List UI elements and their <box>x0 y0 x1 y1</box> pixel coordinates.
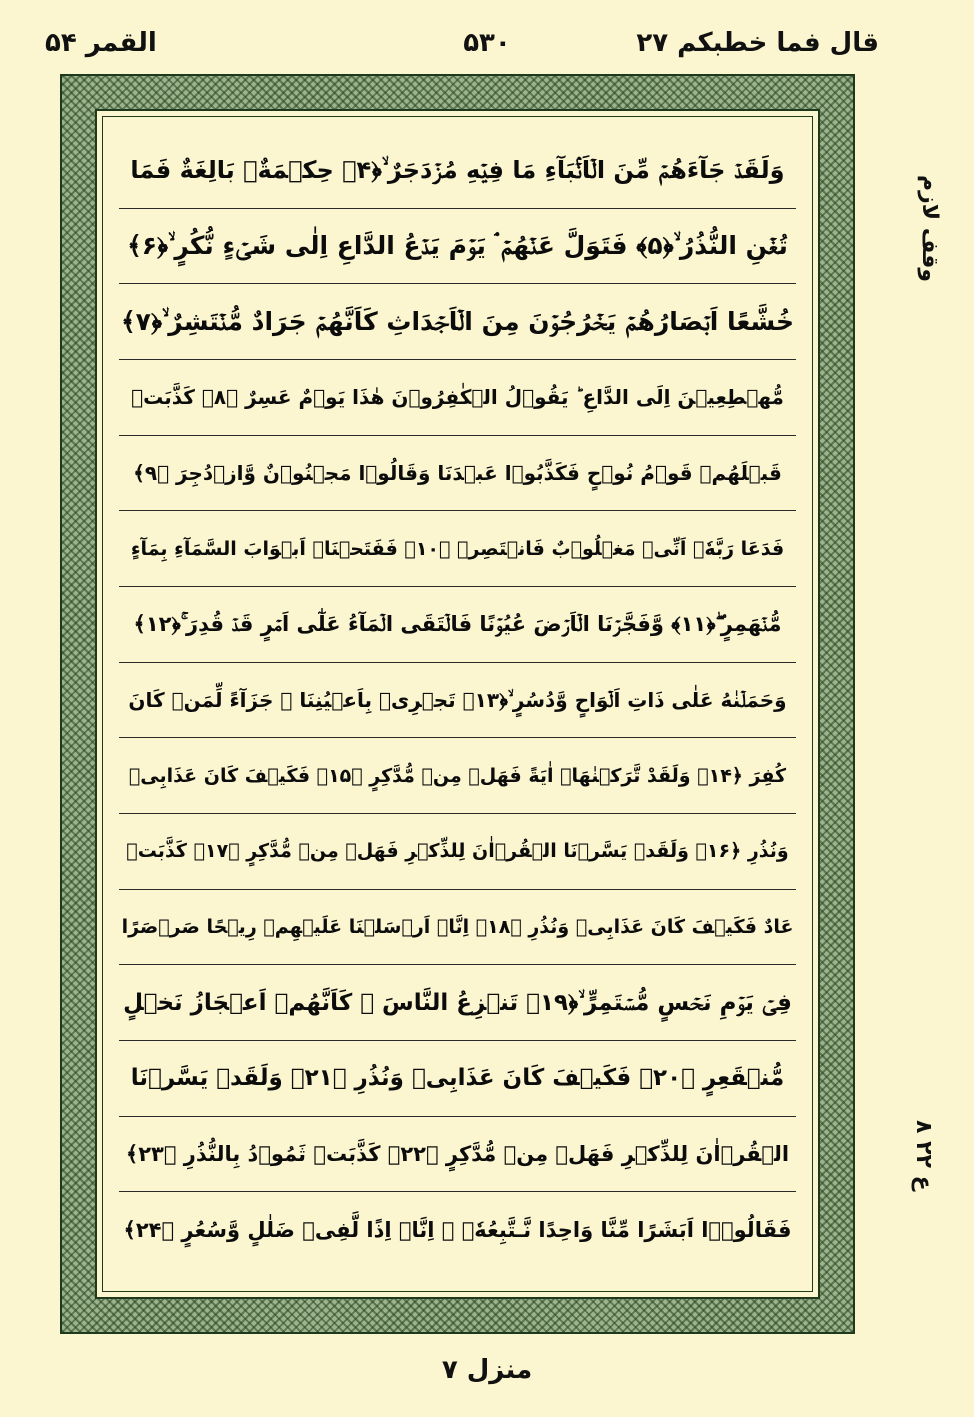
verse-line: خُشَّعًا اَبۡصَارُهُمۡ يَخۡرُجُوۡنَ مِنَ الۡاَجۡدَاثِ كَاَنَّهُمۡ جَرَادٌ مُّنۡتَشِرٌ ۙ﴿۷﴾ <box>119 284 796 360</box>
verse-line: وَنُذُرِ ﴿۱۶﴾ وَلَقَدۡ يَسَّرۡنَا الۡقُرۡاٰنَ لِلذِّكۡرِ فَهَلۡ مِنۡ مُّدَّكِرٍ ﴿۱۷﴾ كَذَّبَتۡ <box>119 814 796 890</box>
verse-line: الۡقُرۡاٰنَ لِلذِّكۡرِ فَهَلۡ مِنۡ مُّدَّكِرٍ ﴿۲۲﴾ كَذَّبَتۡ ثَمُوۡدُ بِالنُّذُرِ ﴿۲۳﴾ <box>119 1117 796 1193</box>
page-border-frame <box>60 74 855 1334</box>
verse-line: قَبۡلَهُمۡ قَوۡمُ نُوۡحٍ فَكَذَّبُوۡا عَبۡدَنَا وَقَالُوۡا مَجۡنُوۡنٌ وَّازۡدُجِرَ ﴿۹﴾ <box>119 436 796 512</box>
manzil-footer: منزل ٧ <box>441 1355 533 1385</box>
waqf-margin-note: وقف لازم <box>917 175 942 283</box>
juz-title: قال فما خطبكم ٢٧ <box>636 28 879 58</box>
verse-line: كُفِرَ ﴿۱۴﴾ وَلَقَدْ تَّرَكۡنٰهَاۤ اٰيَةً فَهَلۡ مِنۡ مُّدَّكِرٍ ﴿۱۵﴾ فَكَيۡفَ كَانَ عَذَابِىۡ <box>119 738 796 814</box>
surah-title: القمر ۵۴ <box>45 28 157 58</box>
verse-line: عَادٌ فَكَيۡفَ كَانَ عَذَابِىۡ وَنُذُرِ ﴿۱۸﴾ اِنَّاۤ اَرۡسَلۡنَا عَلَيۡهِمۡ رِيۡحًا صَرۡصَرًا <box>119 890 796 966</box>
verse-line: وَحَمَلۡنٰهُ عَلٰى ذَاتِ اَلۡوَاحٍ وَّدُسُرٍ ۙ﴿۱۳﴾ تَجۡرِىۡ بِاَعۡيُنِنَا ۚ جَزَآءً لِّمَنۡ كَانَ <box>119 663 796 739</box>
verse-line: تُغۡنِ النُّذُرُ ۙ﴿۵﴾ فَتَوَلَّ عَنۡهُمۡ ۘ يَوۡمَ يَدۡعُ الدَّاعِ اِلٰى شَىۡءٍ نُّكُرٍ ۙ﴿۶﴾ <box>119 209 796 285</box>
verse-line: مُّنۡهَمِرٍ ۖ﴿۱۱﴾ وَّفَجَّرۡنَا الۡاَرۡضَ عُيُوۡنًا فَالۡتَقَى الۡمَآءُ عَلٰٓى اَمۡرٍ قَدۡ قُدِرَ ۚ﴿۱۲﴾ <box>119 587 796 663</box>
verse-line: مُّنۡقَعِرٍ ﴿۲۰﴾ فَكَيۡفَ كَانَ عَذَابِىۡ وَنُذُرِ ﴿۲۱﴾ وَلَقَدۡ يَسَّرۡنَا <box>119 1041 796 1117</box>
verse-line: فَقَالُوۡۤا اَبَشَرًا مِّنَّا وَاحِدًا نَّـتَّبِعُهٗۤ ۙ اِنَّاۤ اِذًا لَّفِىۡ ضَلٰلٍ وَّسُعُرٍ ﴿۲۴﴾ <box>123 1217 792 1242</box>
verse-line: وَلَقَدۡ جَآءَهُمۡ مِّنَ الۡاَنۡۢبَآءِ مَا فِيۡهِ مُزۡدَجَرٌ ۙ﴿۴﴾ حِكۡمَةٌۢ بَالِغَةٌ فَمَا <box>119 133 796 209</box>
verse-line: فَدَعَا رَبَّهٗۤ اَنِّىۡ مَغۡلُوۡبٌ فَانۡتَصِرۡ ﴿۱۰﴾ فَفَتَحۡنَاۤ اَبۡوَابَ السَّمَآءِ بِمَآءٍ <box>119 511 796 587</box>
verse-lines <box>119 133 796 1267</box>
verse-line: فِىۡ يَوۡمِ نَحۡسٍ مُّسۡتَمِرٍّ ۙ﴿۱۹﴾ تَنۡزِعُ النَّاسَ ۙ كَاَنَّهُمۡ اَعۡجَازُ نَخۡلٍ <box>119 965 796 1041</box>
verse-line: مُّهۡطِعِيۡنَ اِلَى الدَّاعِ ؕ يَقُوۡلُ الۡكٰفِرُوۡنَ هٰذَا يَوۡمٌ عَسِرٌ ﴿۸﴾ كَذَّبَتۡ <box>119 360 796 436</box>
text-area <box>95 109 820 1299</box>
ruku-margin-marker: ع ۲۲ ۸ <box>911 1120 936 1191</box>
page-number: ۵۳۰ <box>463 28 511 58</box>
